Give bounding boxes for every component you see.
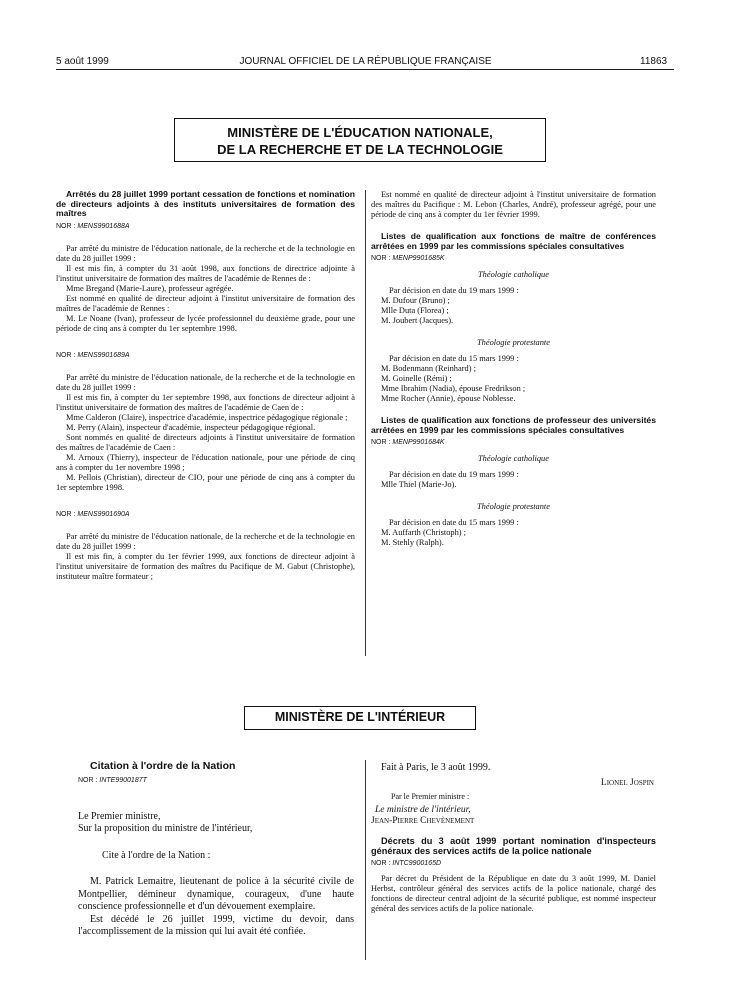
ministry-box-interior: MINISTÈRE DE L'INTÉRIEUR [244,706,476,730]
left-column [56,190,355,582]
paragraph: Est nommé en qualité de directeur adjoint à l'institut universitaire de formation des maîtres du Pacifique : M. Lebon (Charles, André), professeur agrégé, pour une période de cinq ans à compter du 1er février 1999. [371,190,656,219]
name-entry: M. Stehly (Ralph). [381,538,444,548]
decree-title: Arrêtés du 28 juillet 1999 portant cessation de fonctions et nomination de directeurs adjoints à des instituts universitaires de formation des maîtres [56,189,355,219]
name-entry: Mme Ibrahim (Nadia), épouse Fredrikson ; [381,384,526,394]
section-heading: Théologie catholique [478,270,549,280]
nor-reference: NOR : MENS9901690A [56,510,130,518]
nor-reference: NOR : MENP9901685K [371,255,445,263]
paragraph: Le Premier ministre, [78,810,161,822]
nor-reference: NOR : MENS9901689A [56,351,130,359]
header-journal: JOURNAL OFFICIEL DE LA RÉPUBLIQUE FRANÇAISE [239,56,492,67]
decree-title: Décrets du 3 août 1999 portant nomination d'inspecteurs généraux des services actifs de la police nationale [371,836,656,856]
name-entry: M. Joubert (Jacques). [381,316,454,326]
paragraph: M. Arnoux (Thierry), inspecteur de l'éducation nationale, pour une période de cinq ans à compter du 1er novembre 1998 ; [56,452,355,472]
paragraph: Est décédé le 26 juillet 1999, victime du devoir, dans l'accomplissement de la mission qui lui avait été confiée. [78,913,354,937]
ministry-title-line1: MINISTÈRE DE L'ÉDUCATION NATIONALE, [227,125,493,140]
name-entry: M. Goinelle (Rémi) ; [381,374,452,384]
paragraph: Mme Calderon (Claire), inspectrice d'académie, inspectrice pédagogique régionale ; [66,412,348,422]
paragraph: Cite à l'ordre de la Nation : [102,849,211,861]
name-entry: Mlle Thiel (Marie-Jo). [381,480,457,490]
nor-reference: NOR : INTE9900187T [78,777,147,784]
column-divider [365,190,366,656]
ministry-title-line2: DE LA RECHERCHE ET DE LA TECHNOLOGIE [217,142,503,157]
paragraph: M. Le Noane (Ivan), professeur de lycée professionnel du deuxième grade, pour une période de cinq ans à compter du 1er septembre 1998. [56,313,355,333]
paragraph: Mme Bregand (Marie-Laure), professeur agrégée. [66,283,234,293]
section-heading: Théologie protestante [477,502,550,512]
paragraph: M. Pellois (Christian), directeur de CIO, pour une période de cinq ans à compter du 1er septembre 1998. [56,472,355,492]
header-date: 5 août 1999 [56,56,109,67]
name-entry: M. Auffarth (Christoph) ; [381,528,466,538]
ministry-box-education [174,118,546,162]
signer-name: Jean-Pierre Chevènement [371,816,475,826]
name-entry: Mme Rocher (Annie), épouse Noblesse. [381,394,516,404]
signature-place-date: Fait à Paris, le 3 août 1999. [381,762,491,773]
decision-line: Par décision en date du 19 mars 1999 : [389,470,519,480]
signer-name: Lionel Jospin [600,778,654,788]
name-entry: M. Bodenmann (Reinhard) ; [381,364,476,374]
paragraph: Il est mis fin, à compter du 31 août 1998, aux fonctions de directrice adjointe à l'institut universitaire de formation des maîtres de l'académie de Rennes de : [56,263,355,283]
paragraph: Par arrêté du ministre de l'éducation nationale, de la recherche et de la technologie en date du 28 juillet 1999 : [56,243,355,263]
signature-role: Par le Premier ministre : [391,792,470,801]
column-divider [365,760,366,960]
decree-title: Listes de qualification aux fonctions de maître de conférences arrêtées en 1999 par les commissions spéciales consultatives [371,231,656,251]
decision-line: Par décision en date du 15 mars 1999 : [389,354,519,364]
nor-reference: NOR : MENS9901688A [56,222,130,230]
header-rule [56,69,674,70]
paragraph: Est nommé en qualité de directeur adjoint à l'institut universitaire de formation des maîtres de l'académie de Rennes : [56,293,355,313]
decree-title: Listes de qualification aux fonctions de professeur des universités arrêtées en 1999 par les commissions spéciales consultatives [371,415,656,435]
paragraph: Sur la proposition du ministre de l'intérieur, [78,823,253,834]
paragraph: Il est mis fin, à compter du 1er septembre 1998, aux fonctions de directeur adjoint à l'institut universitaire de formation des maîtres de l'académie de Caen de : [56,392,355,412]
paragraph: Par décret du Président de la République en date du 3 août 1999, M. Daniel Herbst, contrôleur général des services actifs de la police nationale, chargé des fonctions de directeur central adjoint de la sécurité publique, est nommé inspecteur général des services actifs de la police nationale. [371,874,656,913]
decision-line: Par décision en date du 19 mars 1999 : [389,286,519,296]
paragraph: M. Perry (Alain), inspecteur d'académie, inspecteur pédagogique régional. [66,422,316,432]
name-entry: Mlle Duta (Florea) ; [381,306,449,316]
nor-reference: NOR : INTC9900165D [371,860,442,867]
citation-title: Citation à l'ordre de la Nation [90,760,236,772]
paragraph: M. Patrick Lemaitre, lieutenant de police à la sécurité civile de Montpellier, démineur dynamique, courageux, d'une haute conscience professionnelle et d'un dévouement exemplaire. [78,876,354,912]
nor-reference: NOR : MENP9901684K [371,439,445,447]
paragraph: Sont nommés en qualité de directeurs adjoints à l'institut universitaire de formation des maîtres de l'académie de Caen : [56,432,355,452]
header-page-number: 11863 [640,56,668,67]
minister-title: Le ministre de l'intérieur, [375,805,471,815]
paragraph: Par arrêté du ministre de l'éducation nationale, de la recherche et de la technologie en date du 28 juillet 1999 : [56,372,355,392]
bottom-left-column [78,760,354,939]
paragraph: Il est mis fin, à compter du 1er février 1999, aux fonctions de directeur adjoint à l'institut universitaire de formation des maîtres du Pacifique de M. Gabut (Christophe), instituteur maître formateur ; [56,551,355,581]
name-entry: M. Dufour (Bruno) ; [381,296,450,306]
decision-line: Par décision en date du 15 mars 1999 : [389,518,519,528]
bottom-right-column [371,762,656,914]
paragraph: Par arrêté du ministre de l'éducation nationale, de la recherche et de la technologie en date du 28 juillet 1999 : [56,531,355,551]
section-heading: Théologie protestante [477,338,550,348]
right-column [371,190,656,548]
section-heading: Théologie catholique [478,454,549,464]
